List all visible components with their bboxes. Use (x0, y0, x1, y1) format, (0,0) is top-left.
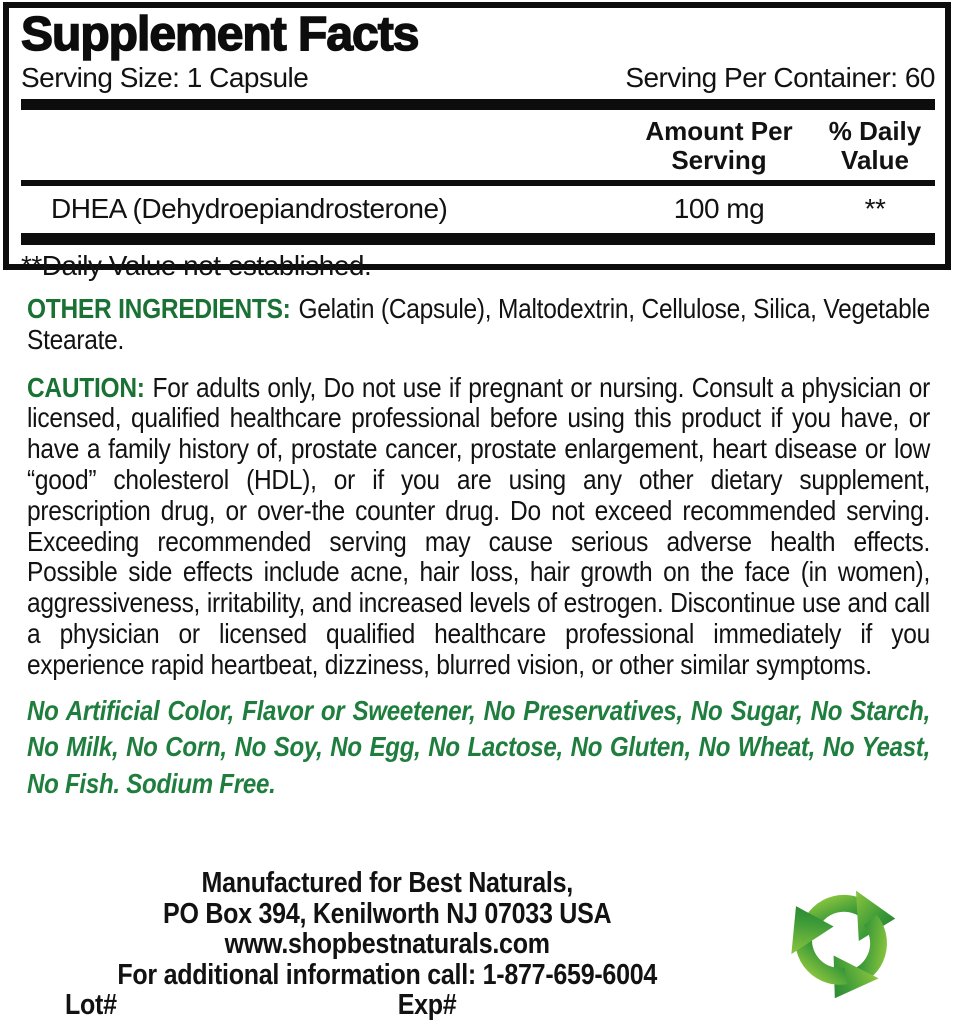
table-header-row (21, 110, 935, 180)
recycle-symbol-svg (772, 866, 912, 1016)
other-ingredients-label: OTHER INGREDIENTS: (27, 293, 291, 324)
dv-header-line2: Value (841, 145, 909, 176)
amount-per-serving-header (639, 117, 799, 175)
manufacturer-block (0, 868, 774, 1021)
divider-thick-top (21, 99, 935, 110)
caution-text: For adults only, Do not use if pregnant or nursing. Consult a physician or licensed, qualified healthcare professional before using this product if you have, or have a family history of, prostate cancer, prostate enlargement, heart disease or low “good” cholesterol (HDL), or if you are using any other dietary supplement, prescription drug, or over-the counter drug. Do not exceed recommended serving. Exceeding recommended serving may cause serious adverse health effects. Possible side effects include acne, hair loss, hair growth on the face (in women), aggressiveness, irritability, and increased levels of estrogen. Discontinue use and call a physician or licensed qualified healthcare professional immediately if you experience rapid heartbeat, dizziness, blurred vision, or other similar symptoms. (27, 371, 930, 680)
amount-header-line2: Serving (671, 145, 767, 176)
nutrient-daily-value: ** (864, 193, 886, 225)
servings-per-container: Serving Per Container: 60 (625, 62, 935, 94)
free-of-claims: No Artificial Color, Flavor or Sweetener, No Preservatives, No Sugar, No Starch, No Milk, No Corn, No Soy, No Egg, No Lactose, No Gluten, No Wheat, No Yeast, No Fish. Sodium Free. (27, 694, 930, 799)
recycle-icon (772, 866, 912, 1016)
nutrient-amount: 100 mg (673, 193, 765, 225)
daily-value-footnote: **Daily Value not established. (21, 250, 372, 282)
nutrient-name: DHEA (Dehydroepiandrosterone) (51, 193, 448, 225)
divider-thick-bottom (21, 233, 935, 245)
caution-paragraph (27, 373, 930, 681)
phone-line: For additional information call: 1-877-659-6004 (117, 958, 658, 991)
serving-info-row (21, 62, 935, 94)
serving-size: Serving Size: 1 Capsule (21, 62, 309, 94)
manufacturer-line: Manufactured for Best Naturals, (201, 867, 573, 899)
lot-exp-row (0, 990, 774, 1021)
daily-value-header (815, 117, 935, 175)
website-line: www.shopbestnaturals.com (224, 928, 550, 961)
other-ingredients-text: Gelatin (Capsule), Maltodextrin, Cellulose, Silica, Vegetable Stearate. (27, 293, 930, 355)
dv-header-line1: % Daily (828, 116, 922, 147)
other-ingredients-paragraph (27, 294, 930, 356)
caution-label: CAUTION: (27, 371, 145, 403)
panel-title: Supplement Facts (21, 8, 419, 61)
lot-label: Lot# (64, 989, 117, 1022)
supplement-facts-panel (3, 2, 951, 282)
nutrient-row (21, 186, 935, 233)
exp-label: Exp# (397, 989, 457, 1022)
amount-header-line1: Amount Per (645, 116, 793, 147)
address-line: PO Box 394, Kenilworth NJ 07033 USA (163, 897, 612, 930)
